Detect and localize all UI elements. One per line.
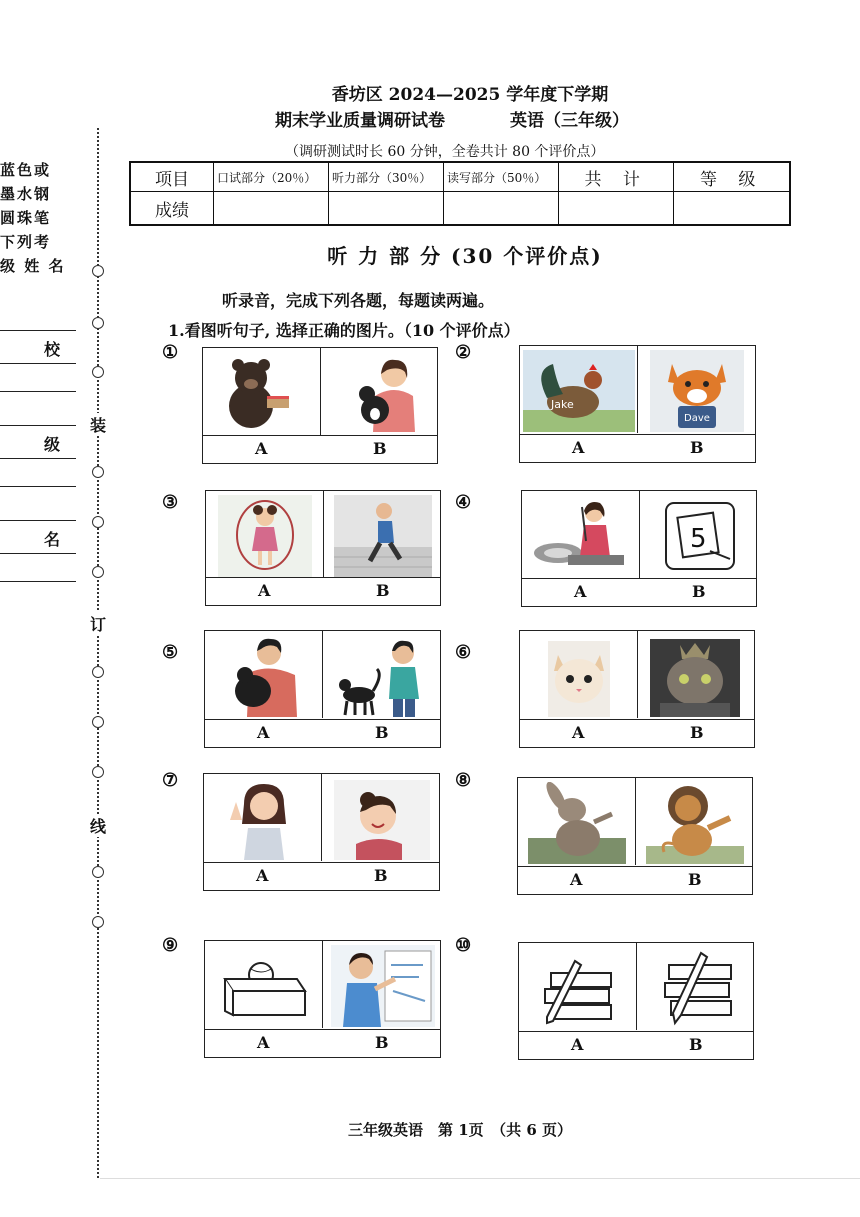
item-number: ⑦ bbox=[162, 770, 179, 791]
question-heading: 1.看图听句子, 选择正确的图片。（10 个评价点） bbox=[168, 321, 520, 340]
school-field[interactable] bbox=[0, 330, 76, 364]
option-a-picture[interactable] bbox=[519, 943, 637, 1030]
class-label: 级 bbox=[43, 435, 60, 454]
item-frame bbox=[518, 942, 754, 1060]
option-labels bbox=[206, 577, 440, 605]
item-frame bbox=[204, 940, 441, 1058]
option-a-label[interactable]: A bbox=[570, 870, 583, 889]
binding-hole bbox=[92, 466, 104, 478]
option-b-picture[interactable] bbox=[638, 346, 757, 433]
option-labels bbox=[205, 719, 440, 747]
score-cell: 等 级 bbox=[674, 162, 790, 192]
option-a-label[interactable]: A bbox=[572, 438, 585, 457]
score-input[interactable] bbox=[214, 192, 329, 226]
option-labels bbox=[203, 435, 437, 463]
option-b-picture[interactable] bbox=[324, 491, 442, 578]
score-cell: 成绩 bbox=[130, 192, 214, 226]
option-b-label[interactable]: B bbox=[692, 582, 706, 601]
name-label: 名 bbox=[43, 530, 60, 549]
binding-hole bbox=[92, 916, 104, 928]
option-a-picture[interactable] bbox=[205, 631, 323, 718]
exam-title: 香坊区 2024—2025 学年度下学期 bbox=[331, 85, 609, 105]
item-frame bbox=[205, 490, 441, 606]
fox-icon bbox=[650, 350, 744, 432]
boy-running-icon bbox=[334, 495, 432, 577]
item-number: ② bbox=[455, 342, 472, 363]
option-b-label[interactable]: B bbox=[375, 723, 389, 742]
margin-note-line: 蓝色或 bbox=[0, 161, 52, 179]
books-and-pen-icon bbox=[653, 949, 741, 1027]
option-b-picture[interactable] bbox=[323, 631, 442, 718]
item-number: ⑨ bbox=[162, 935, 179, 956]
kitten-icon bbox=[548, 641, 610, 717]
fox-name: Dave bbox=[684, 413, 710, 424]
girl-smiling-icon bbox=[334, 780, 430, 860]
option-a-label[interactable]: A bbox=[258, 581, 271, 600]
option-b-label[interactable]: B bbox=[373, 439, 387, 458]
option-a-picture[interactable] bbox=[520, 631, 638, 718]
score-cell: 听力部分（30％） bbox=[329, 162, 444, 192]
option-b-picture[interactable] bbox=[638, 631, 756, 718]
item-frame bbox=[521, 490, 757, 607]
option-a-picture[interactable] bbox=[204, 774, 322, 861]
rooster-icon bbox=[523, 350, 635, 432]
score-input[interactable] bbox=[674, 192, 790, 226]
option-a-picture[interactable] bbox=[205, 941, 323, 1028]
woman-waving-icon bbox=[222, 780, 306, 860]
item-frame bbox=[517, 777, 753, 895]
option-a-label[interactable]: A bbox=[257, 723, 270, 742]
option-b-label[interactable]: B bbox=[690, 438, 704, 457]
item-frame bbox=[519, 630, 755, 748]
name-field[interactable] bbox=[0, 520, 76, 554]
section-title: 听 力 部 分 (30 个评价点) bbox=[327, 244, 603, 268]
option-labels bbox=[522, 578, 756, 606]
option-a-picture[interactable] bbox=[520, 346, 638, 433]
option-a-label[interactable]: A bbox=[255, 439, 268, 458]
binding-char: 线 bbox=[90, 814, 106, 837]
class-field[interactable] bbox=[0, 425, 76, 459]
item-number: ③ bbox=[162, 492, 179, 513]
option-a-picture[interactable] bbox=[518, 778, 636, 865]
page-footer: 三年级英语 第 1页 （共 6 页） bbox=[347, 1121, 573, 1139]
item-number: ① bbox=[162, 342, 179, 363]
option-a-picture[interactable] bbox=[206, 491, 324, 578]
item-number: ⑩ bbox=[455, 935, 472, 956]
binding-hole bbox=[92, 716, 104, 728]
option-a-label[interactable]: A bbox=[572, 723, 585, 742]
exam-subtitle: 期末学业质量调研试卷 bbox=[275, 111, 445, 131]
score-cell: 项目 bbox=[130, 162, 214, 192]
item-frame bbox=[203, 773, 440, 891]
rooster-name: Jake bbox=[551, 398, 574, 411]
books-and-pencil-icon bbox=[535, 951, 623, 1027]
option-b-label[interactable]: B bbox=[688, 870, 702, 889]
option-a-label[interactable]: A bbox=[574, 582, 587, 601]
number-card-icon bbox=[664, 501, 736, 573]
boy-drawing-icon bbox=[331, 945, 435, 1027]
score-cell: 共 计 bbox=[559, 162, 674, 192]
score-input[interactable] bbox=[559, 192, 674, 226]
option-labels bbox=[519, 1031, 753, 1059]
lion-icon bbox=[646, 782, 744, 864]
option-labels bbox=[518, 866, 752, 894]
option-b-picture[interactable] bbox=[322, 774, 441, 861]
bear-with-cake-icon bbox=[221, 354, 301, 430]
bottom-rule bbox=[100, 1178, 860, 1179]
rabbit-icon bbox=[528, 782, 626, 864]
option-a-picture[interactable] bbox=[522, 491, 640, 578]
item-number: ⑧ bbox=[455, 770, 472, 791]
instruction: 听录音，完成下列各题，每题读两遍。 bbox=[222, 291, 495, 310]
binding-hole bbox=[92, 317, 104, 329]
option-b-picture[interactable] bbox=[636, 778, 754, 865]
class-input[interactable] bbox=[0, 458, 76, 487]
option-b-picture[interactable] bbox=[323, 941, 442, 1028]
binding-line bbox=[97, 128, 99, 1178]
score-table-header-row bbox=[130, 162, 790, 192]
margin-note-line: 下列考 bbox=[0, 233, 52, 251]
exam-subject: 英语（三年级） bbox=[510, 111, 629, 131]
item-frame bbox=[204, 630, 441, 748]
option-b-picture[interactable] bbox=[321, 348, 439, 435]
option-labels bbox=[204, 862, 439, 890]
item-frame bbox=[202, 347, 438, 464]
score-table bbox=[129, 161, 791, 226]
option-b-picture[interactable] bbox=[637, 943, 755, 1030]
cat-with-crown-icon bbox=[650, 639, 740, 717]
item-frame bbox=[519, 345, 756, 463]
score-cell: 口试部分（20％） bbox=[214, 162, 329, 192]
margin-note-line: 墨水钢 bbox=[0, 185, 52, 203]
binding-hole bbox=[92, 366, 104, 378]
option-a-label[interactable]: A bbox=[256, 866, 269, 885]
option-b-label[interactable]: B bbox=[690, 723, 704, 742]
option-labels bbox=[520, 434, 755, 462]
binding-hole bbox=[92, 516, 104, 528]
school-label: 校 bbox=[43, 340, 60, 359]
score-table-row bbox=[130, 192, 790, 226]
margin-note-line: 级 姓 名 bbox=[0, 257, 66, 275]
score-input[interactable] bbox=[444, 192, 559, 226]
girl-painting-icon bbox=[528, 497, 634, 577]
boy-with-cat-icon bbox=[333, 635, 433, 717]
school-input[interactable] bbox=[0, 363, 76, 392]
box-with-ball-icon bbox=[219, 953, 309, 1019]
item-number: ⑥ bbox=[455, 642, 472, 663]
girl-jumping-rope-icon bbox=[218, 495, 312, 577]
name-input[interactable] bbox=[0, 553, 76, 582]
binding-char: 订 bbox=[90, 612, 106, 635]
option-a-label[interactable]: A bbox=[257, 1033, 270, 1052]
option-b-label[interactable]: B bbox=[376, 581, 390, 600]
binding-hole bbox=[92, 666, 104, 678]
option-a-picture[interactable] bbox=[203, 348, 321, 435]
option-b-label[interactable]: B bbox=[374, 866, 388, 885]
girl-with-cat-icon bbox=[339, 352, 423, 432]
card-number: 5 bbox=[690, 524, 707, 554]
option-a-label[interactable]: A bbox=[571, 1035, 584, 1054]
binding-hole bbox=[92, 566, 104, 578]
option-labels bbox=[520, 719, 754, 747]
binding-hole bbox=[92, 866, 104, 878]
option-b-label[interactable]: B bbox=[689, 1035, 703, 1054]
item-number: ⑤ bbox=[162, 642, 179, 663]
option-labels bbox=[205, 1029, 440, 1057]
option-b-label[interactable]: B bbox=[375, 1033, 389, 1052]
score-input[interactable] bbox=[329, 192, 444, 226]
binding-char: 装 bbox=[90, 413, 106, 436]
margin-note-line: 圆珠笔 bbox=[0, 209, 52, 227]
exam-note: （调研测试时长 60 分钟，全卷共计 80 个评价点） bbox=[285, 144, 605, 160]
option-b-picture[interactable] bbox=[640, 491, 758, 578]
binding-hole bbox=[92, 766, 104, 778]
boy-holding-dog-icon bbox=[213, 635, 315, 717]
item-number: ④ bbox=[455, 492, 472, 513]
score-cell: 读写部分（50％） bbox=[444, 162, 559, 192]
